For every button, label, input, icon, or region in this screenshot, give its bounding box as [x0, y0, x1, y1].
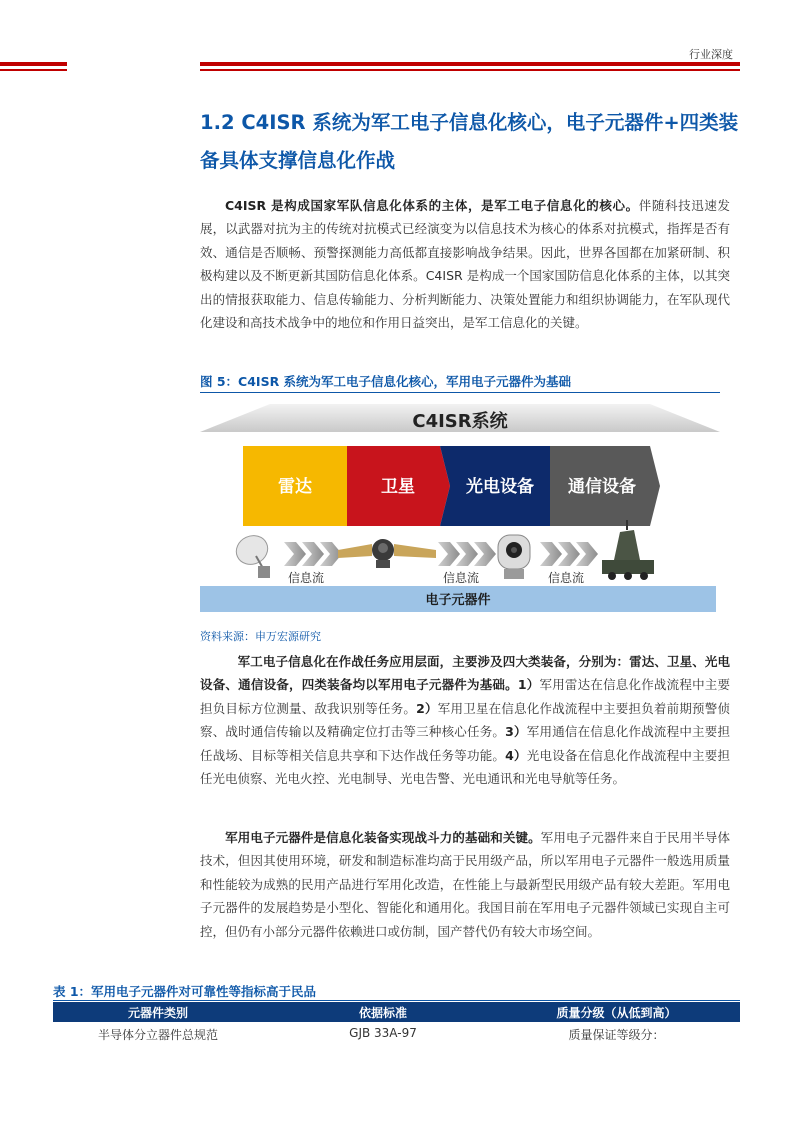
section-title: 1.2 C4ISR 系统为军工电子信息化核心，电子元器件+四类装备具体支撑信息化作战 [200, 111, 739, 172]
satellite-icon [338, 539, 436, 568]
paragraph-equipment [200, 650, 730, 790]
item-number: 1） [517, 677, 540, 693]
equipment-label-satellite: 卫星 [381, 477, 415, 497]
header-rule-left [0, 62, 67, 66]
info-flow-chevrons-2 [438, 542, 496, 566]
table-title: 表 1：军用电子元器件对可靠性等指标高于民品 [53, 984, 317, 999]
figure-source: 资料来源：申万宏源研究 [200, 630, 321, 643]
info-flow-chevrons-1 [284, 542, 342, 566]
item-text: 军用雷达在信息化作战流程中主要担负目标方位测量、敌我识别等任务。 [200, 677, 730, 716]
table-row [53, 1024, 740, 1044]
header-rule-left-thin [0, 69, 67, 71]
equipment-label-communication: 通信设备 [568, 477, 636, 497]
item-number: 2） [416, 700, 438, 716]
table-cell: 质量保证等级分： [568, 1028, 665, 1042]
optoelectronic-turret-icon [498, 535, 530, 579]
figure-title-rule [200, 392, 720, 393]
item-text: 光电设备在信息化作战流程中主要担任光电侦察、光电火控、光电制导、光电告警、光电通讯和光电导航等任务。 [200, 747, 730, 787]
equipment-label-optoelectronic: 光电设备 [466, 477, 534, 497]
paragraph-lead: 军工电子信息化在作战任务应用层面，主要涉及四大类装备，分别为：雷达、卫星、光电设备、通信设备，四类装备均以军用电子元器件为基础。 [200, 654, 730, 693]
paragraph-body: 军用电子元器件来自于民用半导体技术，但因其使用环境，研发和制造标准均高于民用级产品，所以军用电子元器件一般选用质量和性能较为成熟的民用产品进行军用化改造，在性能上与最新型民用级产品有较大差距。军用电子元器件的发展趋势是小型化、智能化和通用化。我国目前在军用电子元器件领域已实现自主可控，但仍有小部分元器件依赖进口或仿制，国产替代仍有较大市场空间。 [200, 830, 730, 939]
table-header-cell: 依据标准 [358, 1006, 407, 1020]
table-title-rule [53, 1000, 740, 1001]
c4isr-diagram [200, 398, 720, 620]
table-header-cell: 质量分级（从低到高） [556, 1006, 677, 1020]
item-text: 军用通信在信息化作战流程中主要担任战场、目标等相关信息共享和下达作战任务等功能。 [200, 724, 730, 763]
table-header-cell: 元器件类别 [127, 1006, 188, 1020]
paragraph-lead: C4ISR 是构成国家军队信息化体系的主体，是军工电子信息化的核心。 [225, 198, 639, 213]
info-flow-label-1: 信息流 [287, 571, 325, 585]
item-number: 3） [505, 724, 527, 740]
info-flow-label-2: 信息流 [442, 571, 480, 585]
radar-dish-icon [232, 531, 273, 578]
table-cell: 半导体分立器件总规范 [97, 1028, 218, 1042]
paragraph-body: 伴随科技迅速发展，以武器对抗为主的传统对抗模式已经演变为以信息技术为核心的体系对抗模式，指挥是否有效、通信是否顺畅、预警探测能力高低都直接影响战争结果。因此，世界各国都在加紧研制、积极构建以及不断更新其国防信息化体系。C4ISR 是构成一个国家国防信息化体系的主体，以其突出的情报获取能力、信息传输能力、分析判断能力、决策处置能力和组织协调能力，在军队现代化建设和高技术战争中的地位和作用日益突出，是军工信息化的关键。 [200, 198, 730, 331]
table-cell: GJB 33A-97 [349, 1026, 417, 1040]
figure-title: 图 5：C4ISR 系统为军工电子信息化核心，军用电子元器件为基础 [200, 374, 572, 389]
table-header [53, 1002, 740, 1022]
header-category-label: 行业深度 [689, 48, 733, 61]
paragraph-components [200, 826, 730, 943]
paragraph-lead: 军用电子元器件是信息化装备实现战斗力的基础和关键。 [225, 830, 541, 845]
info-flow-chevrons-3 [540, 542, 598, 566]
info-flow-label-3: 信息流 [547, 571, 585, 585]
c4isr-system-label: C4ISR系统 [412, 411, 508, 432]
header-rule-right [200, 62, 740, 66]
item-text: 军用卫星在信息化作战流程中主要担负着前期预警侦察、战时通信传输以及精确定位打击等三种核心任务。 [200, 700, 730, 740]
header-rule-right-thin [200, 69, 740, 71]
paragraph-c4isr [200, 194, 730, 334]
electronic-components-label: 电子元器件 [425, 593, 491, 608]
item-number: 4） [505, 747, 527, 763]
communication-vehicle-icon [602, 520, 654, 580]
equipment-label-radar: 雷达 [278, 477, 312, 497]
